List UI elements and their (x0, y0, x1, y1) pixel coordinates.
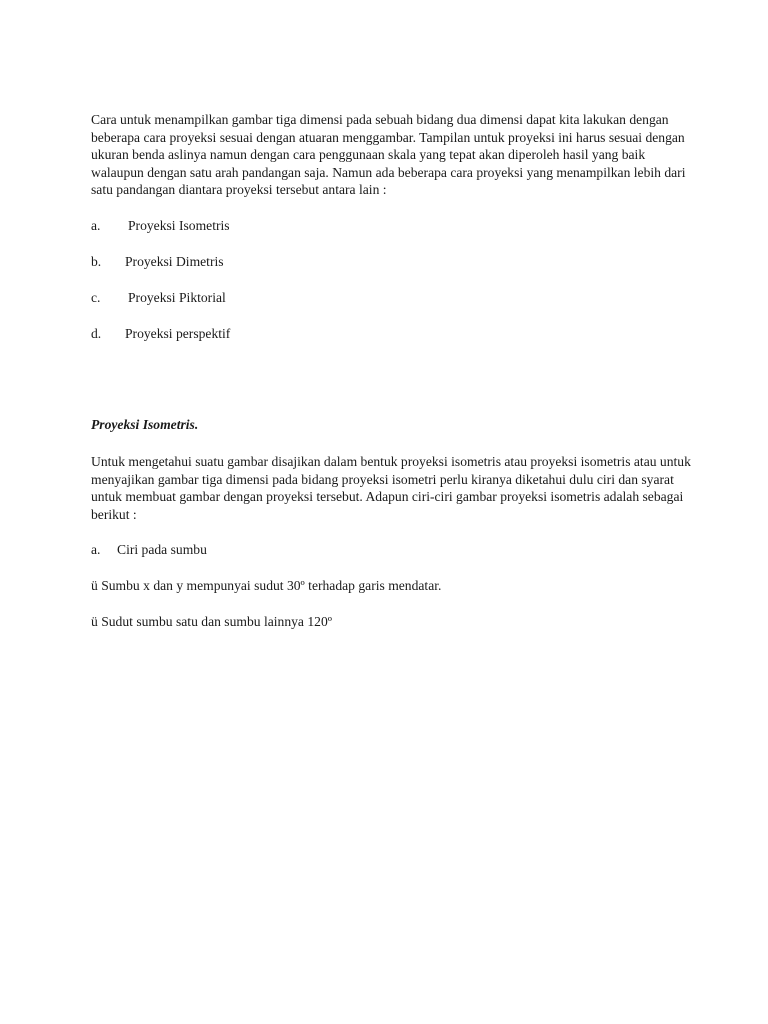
list-marker: b. (91, 253, 102, 269)
bullet-line: ü Sumbu x dan y mempunyai sudut 30º terhadap garis mendatar. (91, 577, 442, 593)
bullet-line: ü Sudut sumbu satu dan sumbu lainnya 120º (91, 613, 332, 629)
list-item (91, 325, 691, 343)
section-body (91, 453, 691, 644)
list-item (91, 217, 691, 235)
list-marker: d. (91, 325, 102, 341)
intro-paragraph: Cara untuk menampilkan gambar tiga dimensi pada sebuah bidang dua dimensi dapat kita lakukan dengan beberapa cara proyeksi sesuai dengan atuaran menggambar. Tampilan untuk proyeksi ini harus sesuai dengan ukuran benda aslinya namun dengan cara penggunaan skala yang tepat akan diperoleh hasil yang baik walaupun dengan satu arah pandangan saja. Namun ada beberapa cara proyeksi yang menampilkan lebih dari satu pandangan diantara proyeksi tersebut antara lain : (91, 112, 686, 198)
list-marker: a. (91, 217, 101, 233)
section-paragraph: Untuk mengetahui suatu gambar disajikan dalam bentuk proyeksi isometris atau proyeksi isometris atau untuk menyajikan gambar tiga dimensi pada bidang proyeksi isometri perlu kiranya diketahui dulu ciri dan syarat untuk membuat gambar dengan proyeksi tersebut. Adapun ciri-ciri gambar proyeksi isometris adalah sebagai berikut : (91, 454, 691, 522)
list-marker: c. (91, 289, 101, 305)
list-item (91, 289, 691, 307)
sub-list-item (91, 541, 691, 559)
list-label: Proyeksi Piktorial (128, 289, 226, 305)
sub-list-marker: a. (91, 542, 101, 558)
list-item (91, 253, 691, 271)
list-label: Proyeksi Dimetris (125, 253, 224, 269)
section-title: Proyeksi Isometris. (91, 417, 199, 432)
list-label: Proyeksi perspektif (125, 325, 231, 341)
document-page (91, 111, 691, 629)
list-label: Proyeksi Isometris (128, 217, 230, 233)
sub-list-label: Ciri pada sumbu (117, 542, 207, 558)
projection-list (91, 217, 691, 343)
